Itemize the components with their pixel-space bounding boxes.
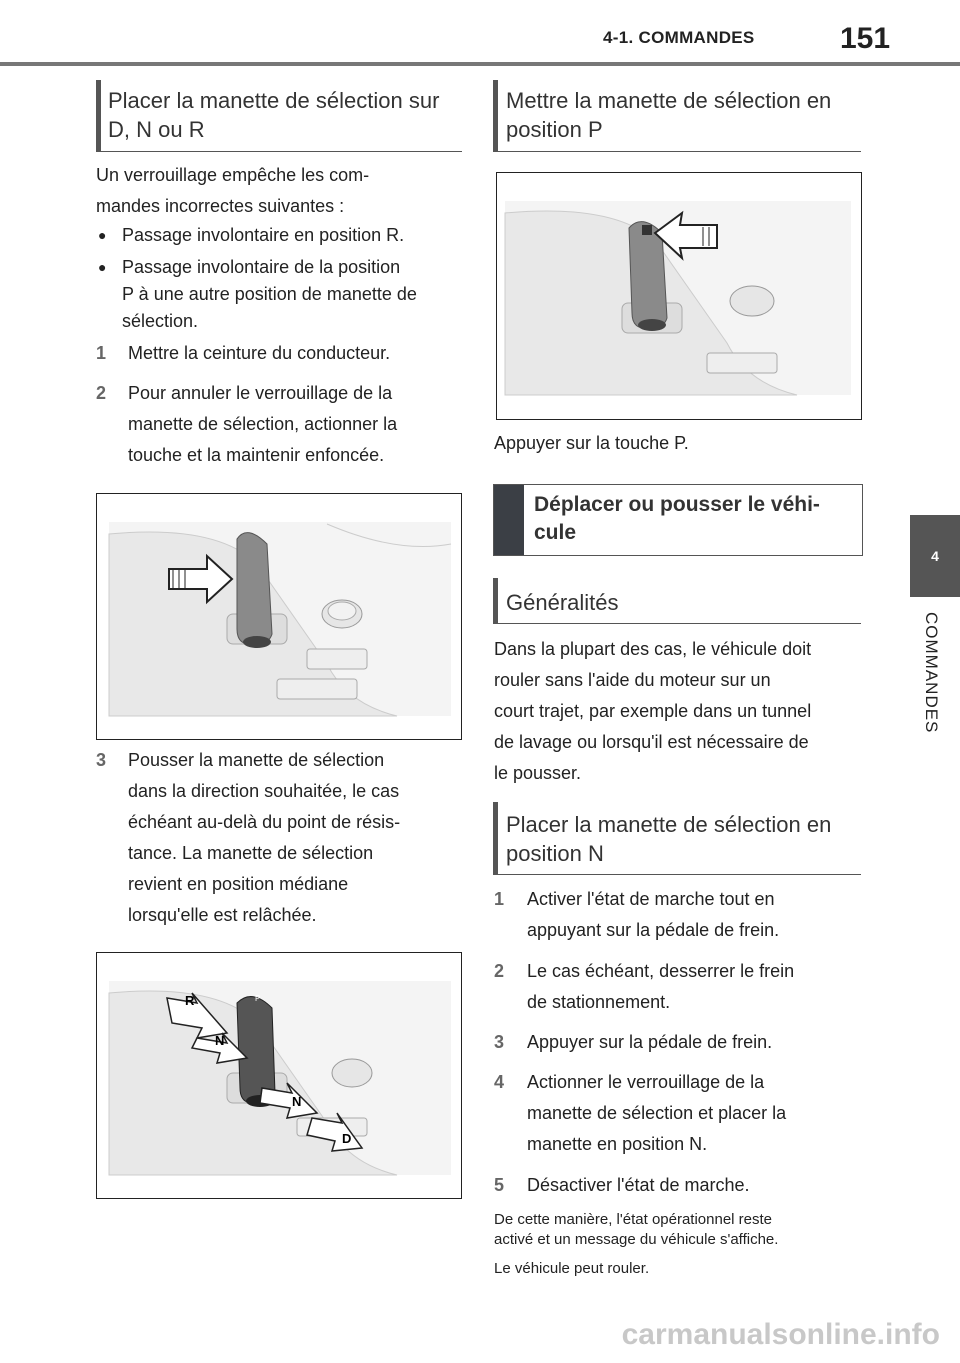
text-line: sélection. (122, 311, 199, 331)
step-2 (96, 378, 462, 471)
step-number: 2 (96, 383, 107, 403)
step-number: 3 (494, 1032, 505, 1052)
step-number: 1 (96, 343, 107, 363)
caption-p: Appuyer sur la touche P. (494, 433, 689, 453)
label-r: R (185, 993, 195, 1008)
figure-selector-lock-button (96, 493, 462, 740)
heading-marker (96, 80, 101, 152)
label-p: P (255, 994, 261, 1003)
text-line: De cette manière, l'état opérationnel reste (494, 1211, 773, 1228)
heading-select-dnr (108, 86, 439, 144)
heading-line: Placer la manette de sélection en (506, 812, 832, 837)
gear-selector-illustration (97, 494, 461, 739)
chapter-label-text: COMMANDES (922, 612, 941, 734)
heading-text (534, 491, 820, 547)
text-line: touche et la maintenir enfoncée. (128, 445, 385, 465)
heading-marker (493, 80, 498, 152)
text-line: Désactiver l'état de marche. (527, 1175, 750, 1195)
general-text (494, 634, 811, 789)
label-n-up: N (215, 1033, 225, 1048)
heading-move-vehicle (493, 484, 863, 556)
step-number: 4 (494, 1072, 505, 1092)
heading-underline (493, 874, 861, 875)
text-line: de stationnement. (527, 992, 671, 1012)
heading-underline (493, 623, 861, 624)
heading-line: position N (506, 841, 604, 866)
section-title: 4-1. COMMANDES (603, 28, 755, 47)
text-line: activé et un message du véhicule s'affiche. (494, 1231, 779, 1248)
heading-line: cule (534, 521, 577, 544)
step-number: 1 (494, 889, 505, 909)
bullet-icon: ● (98, 259, 107, 275)
note-text (494, 1210, 778, 1250)
final-text: Le véhicule peut rouler. (494, 1260, 650, 1277)
step-n-4 (494, 1067, 860, 1160)
heading-line: Déplacer ou pousser le véhi- (534, 493, 820, 516)
text-line: mandes incorrectes suivantes : (96, 196, 345, 216)
text-line: Pour annuler le verrouillage de la (128, 383, 393, 403)
heading-underline (96, 151, 462, 152)
figure-p-button (496, 172, 862, 420)
step-number: 5 (494, 1175, 505, 1195)
heading-line: Mettre la manette de sélection en (506, 88, 832, 113)
figure-selector-directions (96, 952, 462, 1199)
step-number: 2 (494, 961, 505, 981)
step-n-3 (494, 1027, 860, 1058)
text-line: dans la direction souhaitée, le cas (128, 781, 400, 801)
text-line: Actionner le verrouillage de la (527, 1072, 765, 1092)
text-line: Le cas échéant, desserrer le frein (527, 961, 795, 981)
text-line: le pousser. (494, 763, 582, 783)
text-line: manette de sélection, actionner la (128, 414, 398, 434)
bullet-icon: ● (98, 227, 107, 243)
text-line: tance. La manette de sélection (128, 843, 374, 863)
text-line: Passage involontaire en position R. (122, 225, 405, 245)
text-line: échéant au-delà du point de résis- (128, 812, 401, 832)
text-line: rouler sans l'aide du moteur sur un (494, 670, 771, 690)
heading-general: Généralités (506, 590, 619, 615)
chapter-tab: 4 (910, 515, 960, 597)
watermark: carmanualsonline.info (621, 1318, 940, 1351)
text-line: manette en position N. (527, 1134, 708, 1154)
gear-directions-illustration (97, 953, 461, 1198)
step-text: Mettre la ceinture du conducteur. (128, 343, 391, 363)
heading-marker (493, 578, 498, 624)
text-line: Appuyer sur la pédale de frein. (527, 1032, 773, 1052)
text-line: Un verrouillage empêche les com- (96, 165, 370, 185)
intro-text (96, 160, 369, 222)
text-line: revient en position médiane (128, 874, 349, 894)
step-n-1 (494, 884, 860, 946)
step-n-2 (494, 956, 860, 1018)
step-n-5 (494, 1170, 860, 1201)
heading-bar (494, 485, 524, 555)
bullet-item (96, 222, 462, 249)
text-line: court trajet, par exemple dans un tunnel (494, 701, 812, 721)
p-button-illustration (497, 173, 861, 419)
heading-underline (493, 151, 861, 152)
text-line: P à une autre position de manette de (122, 284, 417, 304)
label-d: D (342, 1131, 352, 1146)
heading-line: Placer la manette de sélection sur (108, 88, 440, 113)
text-line: Activer l'état de marche tout en (527, 889, 775, 909)
step-3 (96, 745, 462, 931)
header-rule (0, 62, 960, 66)
text-line: appuyant sur la pédale de frein. (527, 920, 780, 940)
heading-marker (493, 802, 498, 874)
text-line: lorsqu'elle est relâchée. (128, 905, 317, 925)
step-number: 3 (96, 750, 107, 770)
page-number: 151 (840, 22, 891, 55)
text-line: Dans la plupart des cas, le véhicule doit (494, 639, 812, 659)
heading-position-n (506, 810, 831, 868)
step-1 (96, 340, 391, 367)
text-line: manette de sélection et placer la (527, 1103, 787, 1123)
label-n-down: N (292, 1094, 302, 1109)
text-line: de lavage ou lorsqu'il est nécessaire de (494, 732, 809, 752)
heading-line: position P (506, 117, 603, 142)
bullet-item (96, 254, 462, 335)
heading-position-p (506, 86, 831, 144)
chapter-label (906, 612, 956, 762)
heading-line: D, N ou R (108, 117, 205, 142)
text-line: Pousser la manette de sélection (128, 750, 385, 770)
text-line: Passage involontaire de la position (122, 257, 401, 277)
